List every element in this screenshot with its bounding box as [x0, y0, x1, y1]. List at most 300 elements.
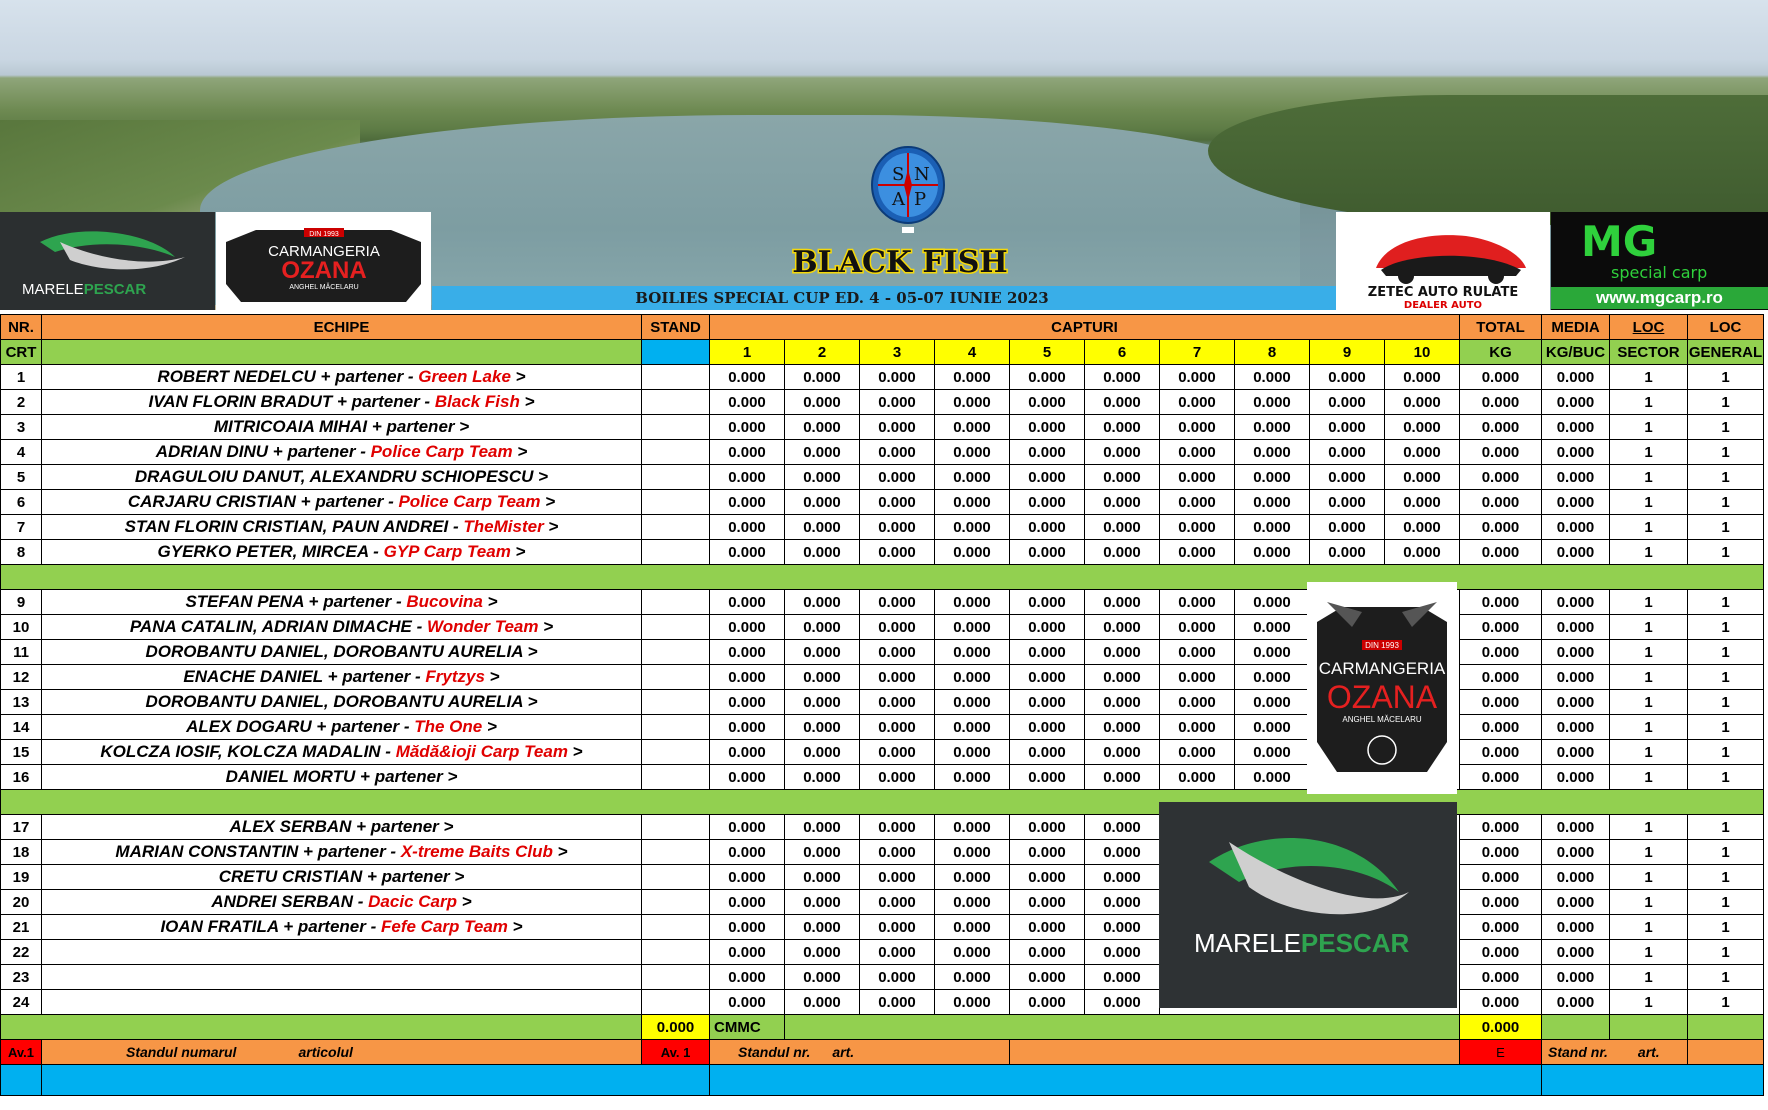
capture-cell: 0.000	[935, 490, 1010, 515]
loc-general: 1	[1688, 765, 1764, 790]
loc-sector: 1	[1610, 490, 1688, 515]
capture-cell: 0.000	[1160, 765, 1235, 790]
total-kg: 0.000	[1460, 915, 1542, 940]
media-kg-buc: 0.000	[1542, 765, 1610, 790]
row-number: 7	[1, 515, 42, 540]
media-kg-buc: 0.000	[1542, 590, 1610, 615]
team-name	[42, 465, 642, 490]
capture-cell: 0.000	[1010, 715, 1085, 740]
capture-cell: 0.000	[710, 865, 785, 890]
marele-text: MARELE	[22, 281, 84, 298]
capture-cell: 0.000	[1010, 515, 1085, 540]
team-members: CRETU CRISTIAN + partener >	[218, 867, 465, 886]
row-number: 10	[1, 615, 42, 640]
total-kg: 0.000	[1460, 440, 1542, 465]
loc-sector: 1	[1610, 465, 1688, 490]
stand-cell	[642, 415, 710, 440]
footer-av1-left: Av.1	[1, 1040, 42, 1065]
capture-cell: 0.000	[1010, 865, 1085, 890]
loc-general: 1	[1688, 840, 1764, 865]
loc-general: 1	[1688, 640, 1764, 665]
capture-cell: 0.000	[1235, 465, 1310, 490]
capture-cell: 0.000	[935, 640, 1010, 665]
loc-sector: 1	[1610, 440, 1688, 465]
capture-col-9: 9	[1310, 340, 1385, 365]
capture-cell: 0.000	[860, 540, 935, 565]
header-row-2	[1, 340, 1764, 365]
row-number: 5	[1, 465, 42, 490]
team-name	[42, 940, 642, 965]
table-row	[1, 990, 1764, 1015]
sector-separator	[1, 790, 1764, 815]
capture-cell: 0.000	[1010, 990, 1085, 1015]
stand-cell	[642, 940, 710, 965]
footer-stand-nr-label: Stand nr.	[1548, 1044, 1608, 1060]
team-name	[42, 540, 642, 565]
header-sector: SECTOR	[1610, 340, 1688, 365]
capture-cell: 0.000	[1385, 415, 1460, 440]
ozana-table-line2: OZANA	[1326, 679, 1438, 715]
capture-cell: 0.000	[1160, 365, 1235, 390]
capture-cell: 0.000	[860, 465, 935, 490]
total-kg: 0.000	[1460, 990, 1542, 1015]
ozana-table-line1: CARMANGERIA	[1318, 659, 1446, 678]
table-row	[1, 765, 1764, 790]
team-suffix: >	[510, 542, 526, 561]
team-name	[42, 865, 642, 890]
capture-cell: 0.000	[1085, 515, 1160, 540]
row-number: 4	[1, 440, 42, 465]
capture-cell: 0.000	[1235, 715, 1310, 740]
snap-letter-s: S	[892, 164, 905, 185]
capture-col-1: 1	[710, 340, 785, 365]
loc-general: 1	[1688, 390, 1764, 415]
team-club: X-treme Baits Club	[400, 842, 553, 861]
media-kg-buc: 0.000	[1542, 640, 1610, 665]
capture-cell: 0.000	[860, 815, 935, 840]
capture-cell: 0.000	[860, 965, 935, 990]
stand-cell	[642, 665, 710, 690]
total-kg: 0.000	[1460, 615, 1542, 640]
capture-cell: 0.000	[860, 390, 935, 415]
footer-articolul: articolul	[298, 1044, 353, 1060]
capture-cell: 0.000	[1160, 665, 1235, 690]
row-number: 23	[1, 965, 42, 990]
capture-cell: 0.000	[1010, 390, 1085, 415]
capture-cell: 0.000	[710, 515, 785, 540]
cmmc-row	[1, 1015, 1764, 1040]
team-name	[42, 440, 642, 465]
stand-cell	[642, 815, 710, 840]
capture-cell: 0.000	[1085, 365, 1160, 390]
stand-cell	[642, 765, 710, 790]
table-row	[1, 590, 1764, 615]
media-kg-buc: 0.000	[1542, 840, 1610, 865]
table-row	[1, 390, 1764, 415]
marelepescar-logo	[0, 212, 215, 310]
table-row	[1, 415, 1764, 440]
capture-cell: 0.000	[1235, 490, 1310, 515]
capture-cell: 0.000	[1085, 740, 1160, 765]
row-number: 20	[1, 890, 42, 915]
team-suffix: >	[484, 667, 500, 686]
team-members: PANA CATALIN, ADRIAN DIMACHE -	[129, 617, 428, 636]
capture-cell: 0.000	[785, 890, 860, 915]
capture-cell: 0.000	[860, 840, 935, 865]
stand-cell	[642, 540, 710, 565]
ozana-line3: ANGHEL MĂCELARU	[289, 284, 359, 291]
capture-col-6: 6	[1085, 340, 1160, 365]
table-row	[1, 940, 1764, 965]
total-kg: 0.000	[1460, 715, 1542, 740]
team-suffix: >	[540, 492, 556, 511]
team-suffix: >	[567, 742, 583, 761]
row-number: 2	[1, 390, 42, 415]
total-kg: 0.000	[1460, 665, 1542, 690]
results-table	[0, 314, 1764, 1096]
capture-cell: 0.000	[1310, 490, 1385, 515]
loc-sector: 1	[1610, 415, 1688, 440]
loc-general: 1	[1688, 990, 1764, 1015]
table-row	[1, 540, 1764, 565]
loc-sector: 1	[1610, 940, 1688, 965]
loc-sector: 1	[1610, 740, 1688, 765]
capture-cell: 0.000	[935, 365, 1010, 390]
capture-cell: 0.000	[1160, 715, 1235, 740]
pescar-text: PESCAR	[83, 281, 147, 298]
team-name	[42, 615, 642, 640]
capture-cell: 0.000	[1085, 540, 1160, 565]
capture-cell: 0.000	[1235, 640, 1310, 665]
media-kg-buc: 0.000	[1542, 465, 1610, 490]
capture-cell: 0.000	[860, 715, 935, 740]
media-kg-buc: 0.000	[1542, 415, 1610, 440]
capture-cell: 0.000	[1160, 465, 1235, 490]
capture-cell: 0.000	[710, 465, 785, 490]
capture-cell: 0.000	[1385, 540, 1460, 565]
capture-cell: 0.000	[935, 590, 1010, 615]
media-kg-buc: 0.000	[1542, 390, 1610, 415]
loc-sector: 1	[1610, 540, 1688, 565]
table-row	[1, 690, 1764, 715]
total-kg: 0.000	[1460, 415, 1542, 440]
team-suffix: >	[482, 592, 498, 611]
stand-cell	[642, 615, 710, 640]
capture-cell: 0.000	[1010, 940, 1085, 965]
loc-general: 1	[1688, 965, 1764, 990]
team-members: ROBERT NEDELCU + partener -	[157, 367, 419, 386]
stand-cell	[642, 840, 710, 865]
capture-cell: 0.000	[860, 440, 935, 465]
team-name	[42, 740, 642, 765]
capture-cell: 0.000	[785, 815, 860, 840]
pescar-table-text: PESCAR	[1300, 928, 1410, 958]
stand-cell	[642, 490, 710, 515]
capture-cell: 0.000	[860, 515, 935, 540]
cmmc-label: CMMC	[710, 1015, 785, 1040]
capture-cell: 0.000	[860, 865, 935, 890]
capture-cell: 0.000	[1010, 915, 1085, 940]
capture-cell: 0.000	[1085, 590, 1160, 615]
mg-letters: MG	[1581, 217, 1658, 266]
ozana-line1: CARMANGERIA	[268, 243, 380, 260]
total-kg: 0.000	[1460, 540, 1542, 565]
team-name	[42, 515, 642, 540]
capture-cell: 0.000	[1010, 590, 1085, 615]
team-members: DRAGULOIU DANUT, ALEXANDRU SCHIOPESCU >	[134, 467, 549, 486]
capture-cell: 0.000	[860, 940, 935, 965]
capture-cell: 0.000	[935, 815, 1010, 840]
ozana-table-since: DIN 1993	[1365, 641, 1399, 650]
capture-cell: 0.000	[1310, 390, 1385, 415]
capture-cell: 0.000	[785, 515, 860, 540]
team-club: TheMister	[463, 517, 544, 536]
black-fish-title	[740, 240, 1060, 284]
team-name	[42, 765, 642, 790]
loc-general: 1	[1688, 740, 1764, 765]
capture-cell: 0.000	[785, 415, 860, 440]
media-kg-buc: 0.000	[1542, 865, 1610, 890]
loc-general: 1	[1688, 465, 1764, 490]
capture-cell: 0.000	[785, 590, 860, 615]
stand-cell	[642, 865, 710, 890]
footer-standul-numarul: Standul numarul	[126, 1044, 237, 1060]
loc-general: 1	[1688, 940, 1764, 965]
loc-sector: 1	[1610, 590, 1688, 615]
team-suffix: >	[519, 392, 535, 411]
capture-cell: 0.000	[785, 540, 860, 565]
capture-cell: 0.000	[935, 615, 1010, 640]
team-suffix: >	[507, 917, 523, 936]
capture-cell: 0.000	[1310, 540, 1385, 565]
team-name	[42, 665, 642, 690]
capture-cell: 0.000	[860, 590, 935, 615]
team-club: Wonder Team	[427, 617, 539, 636]
capture-cell: 0.000	[710, 415, 785, 440]
loc-general: 1	[1688, 515, 1764, 540]
capture-cell: 0.000	[935, 440, 1010, 465]
capture-cell: 0.000	[1385, 515, 1460, 540]
row-number: 8	[1, 540, 42, 565]
header-kgbuc: KG/BUC	[1542, 340, 1610, 365]
capture-cell: 0.000	[1085, 665, 1160, 690]
team-members: ADRIAN DINU + partener -	[155, 442, 371, 461]
capture-cell: 0.000	[1160, 590, 1235, 615]
loc-general: 1	[1688, 915, 1764, 940]
capture-cell: 0.000	[1010, 690, 1085, 715]
team-suffix: >	[552, 842, 568, 861]
capture-cell: 0.000	[1310, 440, 1385, 465]
capture-cell: 0.000	[1310, 415, 1385, 440]
stand-cell	[642, 915, 710, 940]
table-row	[1, 490, 1764, 515]
zetec-line2: DEALER AUTO	[1403, 300, 1483, 310]
total-kg: 0.000	[1460, 515, 1542, 540]
capture-cell: 0.000	[710, 640, 785, 665]
table-row	[1, 840, 1764, 865]
team-club: Frytzys	[425, 667, 485, 686]
team-name	[42, 365, 642, 390]
stand-cell	[642, 365, 710, 390]
capture-cell: 0.000	[710, 390, 785, 415]
header-loc-sector: LOC	[1610, 315, 1688, 340]
team-club: The One	[414, 717, 483, 736]
capture-cell: 0.000	[710, 915, 785, 940]
capture-cell: 0.000	[1010, 840, 1085, 865]
loc-general: 1	[1688, 365, 1764, 390]
table-row	[1, 665, 1764, 690]
capture-cell: 0.000	[935, 965, 1010, 990]
capture-cell: 0.000	[1160, 540, 1235, 565]
capture-cell: 0.000	[785, 865, 860, 890]
team-name	[42, 390, 642, 415]
loc-general: 1	[1688, 665, 1764, 690]
capture-cell: 0.000	[935, 840, 1010, 865]
capture-cell: 0.000	[1010, 640, 1085, 665]
zetec-line1: ZETEC AUTO RULATE	[1367, 285, 1519, 300]
capture-cell: 0.000	[860, 690, 935, 715]
row-number: 13	[1, 690, 42, 715]
capture-cell: 0.000	[935, 890, 1010, 915]
team-suffix: >	[510, 367, 526, 386]
total-kg: 0.000	[1460, 465, 1542, 490]
mgcarp-url: www.mgcarp.ro	[1551, 287, 1768, 309]
header-crt: CRT	[1, 340, 42, 365]
capture-cell: 0.000	[860, 740, 935, 765]
capture-col-8: 8	[1235, 340, 1310, 365]
car-icon	[1336, 212, 1550, 310]
capture-cell: 0.000	[860, 765, 935, 790]
capture-cell: 0.000	[860, 915, 935, 940]
media-kg-buc: 0.000	[1542, 990, 1610, 1015]
capture-cell: 0.000	[710, 715, 785, 740]
capture-cell: 0.000	[785, 490, 860, 515]
team-name	[42, 815, 642, 840]
footer-av1-mid: Av. 1	[642, 1040, 710, 1065]
team-club: GYP Carp Team	[383, 542, 511, 561]
team-club: Bucovina	[406, 592, 483, 611]
team-club: Police Carp Team	[370, 442, 513, 461]
team-suffix: >	[512, 442, 528, 461]
total-kg: 0.000	[1460, 815, 1542, 840]
capture-cell: 0.000	[935, 715, 1010, 740]
capture-cell: 0.000	[1010, 890, 1085, 915]
team-members: STAN FLORIN CRISTIAN, PAUN ANDREI -	[124, 517, 464, 536]
row-number: 22	[1, 940, 42, 965]
fish-swoosh-icon	[1159, 802, 1457, 1008]
capture-cell: 0.000	[1160, 740, 1235, 765]
capture-cell: 0.000	[1235, 390, 1310, 415]
capture-cell: 0.000	[860, 990, 935, 1015]
media-kg-buc: 0.000	[1542, 740, 1610, 765]
capture-cell: 0.000	[785, 840, 860, 865]
team-members: GYERKO PETER, MIRCEA -	[157, 542, 384, 561]
capture-cell: 0.000	[860, 415, 935, 440]
capture-cell: 0.000	[785, 390, 860, 415]
capture-cell: 0.000	[710, 690, 785, 715]
capture-cell: 0.000	[1010, 465, 1085, 490]
capture-cell: 0.000	[1085, 990, 1160, 1015]
capture-cell: 0.000	[1160, 490, 1235, 515]
row-number: 11	[1, 640, 42, 665]
team-name	[42, 590, 642, 615]
loc-general: 1	[1688, 440, 1764, 465]
ozana-since: DIN 1993	[309, 231, 339, 238]
capture-cell: 0.000	[785, 765, 860, 790]
capture-cell: 0.000	[1010, 415, 1085, 440]
team-members: MARIAN CONSTANTIN + partener -	[115, 842, 401, 861]
team-members: DOROBANTU DANIEL, DOROBANTU AURELIA >	[145, 692, 538, 711]
capture-cell: 0.000	[1160, 515, 1235, 540]
capture-cell: 0.000	[1085, 865, 1160, 890]
total-kg: 0.000	[1460, 740, 1542, 765]
organizer-logo	[870, 145, 946, 239]
team-suffix: >	[538, 617, 554, 636]
capture-cell: 0.000	[860, 365, 935, 390]
total-kg: 0.000	[1460, 640, 1542, 665]
media-kg-buc: 0.000	[1542, 665, 1610, 690]
loc-sector: 1	[1610, 515, 1688, 540]
loc-sector: 1	[1610, 390, 1688, 415]
capture-col-7: 7	[1160, 340, 1235, 365]
row-number: 24	[1, 990, 42, 1015]
loc-general: 1	[1688, 415, 1764, 440]
capture-cell: 0.000	[860, 615, 935, 640]
team-members: IOAN FRATILA + partener -	[160, 917, 381, 936]
footer-art: art.	[832, 1044, 855, 1060]
table-row	[1, 965, 1764, 990]
team-members: ENACHE DANIEL + partener -	[183, 667, 426, 686]
ozana-logo-table	[1307, 582, 1457, 794]
capture-col-2: 2	[785, 340, 860, 365]
capture-col-10: 10	[1385, 340, 1460, 365]
loc-sector: 1	[1610, 965, 1688, 990]
media-kg-buc: 0.000	[1542, 890, 1610, 915]
total-kg: 0.000	[1460, 965, 1542, 990]
header-stand-blank	[642, 340, 710, 365]
media-kg-buc: 0.000	[1542, 490, 1610, 515]
team-suffix: >	[543, 517, 559, 536]
capture-cell: 0.000	[1385, 390, 1460, 415]
team-members: ALEX DOGARU + partener -	[186, 717, 415, 736]
capture-cell: 0.000	[1085, 690, 1160, 715]
capture-cell: 0.000	[1235, 590, 1310, 615]
capture-cell: 0.000	[1385, 465, 1460, 490]
header-stand: STAND	[642, 315, 710, 340]
table-row	[1, 365, 1764, 390]
capture-cell: 0.000	[710, 740, 785, 765]
media-kg-buc: 0.000	[1542, 690, 1610, 715]
capture-cell: 0.000	[785, 915, 860, 940]
team-name	[42, 840, 642, 865]
marele-table-text: MARELE	[1194, 928, 1301, 958]
capture-cell: 0.000	[935, 690, 1010, 715]
media-kg-buc: 0.000	[1542, 540, 1610, 565]
capture-cell: 0.000	[935, 515, 1010, 540]
capture-cell: 0.000	[1010, 765, 1085, 790]
team-name	[42, 690, 642, 715]
total-kg: 0.000	[1460, 390, 1542, 415]
capture-cell: 0.000	[1010, 440, 1085, 465]
capture-cell: 0.000	[1160, 690, 1235, 715]
media-kg-buc: 0.000	[1542, 615, 1610, 640]
sector-separator	[1, 565, 1764, 590]
capture-cell: 0.000	[1235, 515, 1310, 540]
header-total: TOTAL	[1460, 315, 1542, 340]
header-media: MEDIA	[1542, 315, 1610, 340]
footer-stand-nr-art	[710, 1040, 1010, 1065]
capture-cell: 0.000	[935, 740, 1010, 765]
